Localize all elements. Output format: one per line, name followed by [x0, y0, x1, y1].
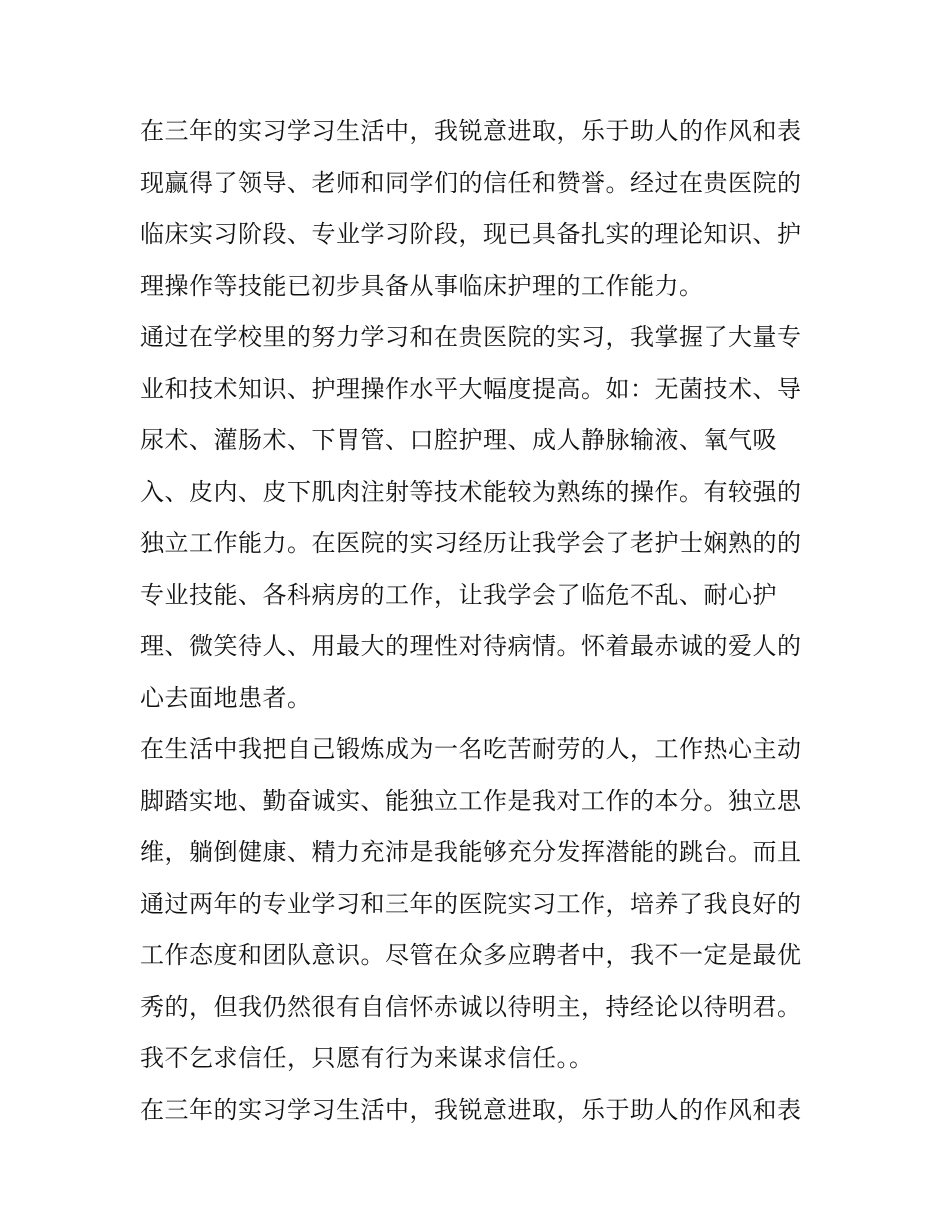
- text-line: 在三年的实习学习生活中，我锐意进取，乐于助人的作风和表: [140, 117, 802, 145]
- text-line: 临床实习阶段、专业学习阶段，现已具备扎实的理论知识、护: [140, 220, 802, 248]
- text-line: 通过在学校里的努力学习和在贵医院的实习，我掌握了大量专: [140, 323, 802, 351]
- text-line: 心去面地患者。: [140, 683, 312, 712]
- text-line: 理、微笑待人、用最大的理性对待病情。怀着最赤诚的爱人的: [140, 632, 802, 660]
- text-line: 业和技术知识、护理操作水平大幅度提高。如：无菌技术、导: [140, 374, 802, 403]
- text-line: 我不乞求信任，只愿有行为来谋求信任。。: [140, 1044, 594, 1072]
- text-line: 在生活中我把自己锻炼成为一名吃苦耐劳的人，工作热心主动: [140, 735, 802, 763]
- text-line: 专业技能、各科病房的工作，让我学会了临危不乱、耐心护: [140, 580, 777, 609]
- document-body: [140, 108, 820, 1138]
- text-line: 脚踏实地、勤奋诚实、能独立工作是我对工作的本分。独立思: [140, 786, 802, 815]
- text-line: 通过两年的专业学习和三年的医院实习工作，培养了我良好的: [140, 889, 802, 918]
- text-line: 独立工作能力。在医院的实习经历让我学会了老护士娴熟的的: [140, 529, 802, 557]
- text-line: 工作态度和团队意识。尽管在众多应聘者中，我不一定是最优: [140, 941, 802, 969]
- text-line: 秀的，但我仍然很有自信怀赤诚以待明主，持经论以待明君。: [140, 992, 802, 1021]
- text-line: 在三年的实习学习生活中，我锐意进取，乐于助人的作风和表: [140, 1095, 802, 1124]
- text-line: 现赢得了领导、老师和同学们的信任和赞誉。经过在贵医院的: [140, 168, 802, 197]
- text-line: 维，躺倒健康、精力充沛是我能够充分发挥潜能的跳台。而且: [140, 838, 802, 866]
- text-line: 理操作等技能已初步具备从事临床护理的工作能力。: [140, 271, 704, 300]
- text-line: 入、皮内、皮下肌肉注射等技术能较为熟练的操作。有较强的: [140, 477, 802, 506]
- text-line: 尿术、灌肠术、下胃管、口腔护理、成人静脉输液、氧气吸: [140, 426, 777, 454]
